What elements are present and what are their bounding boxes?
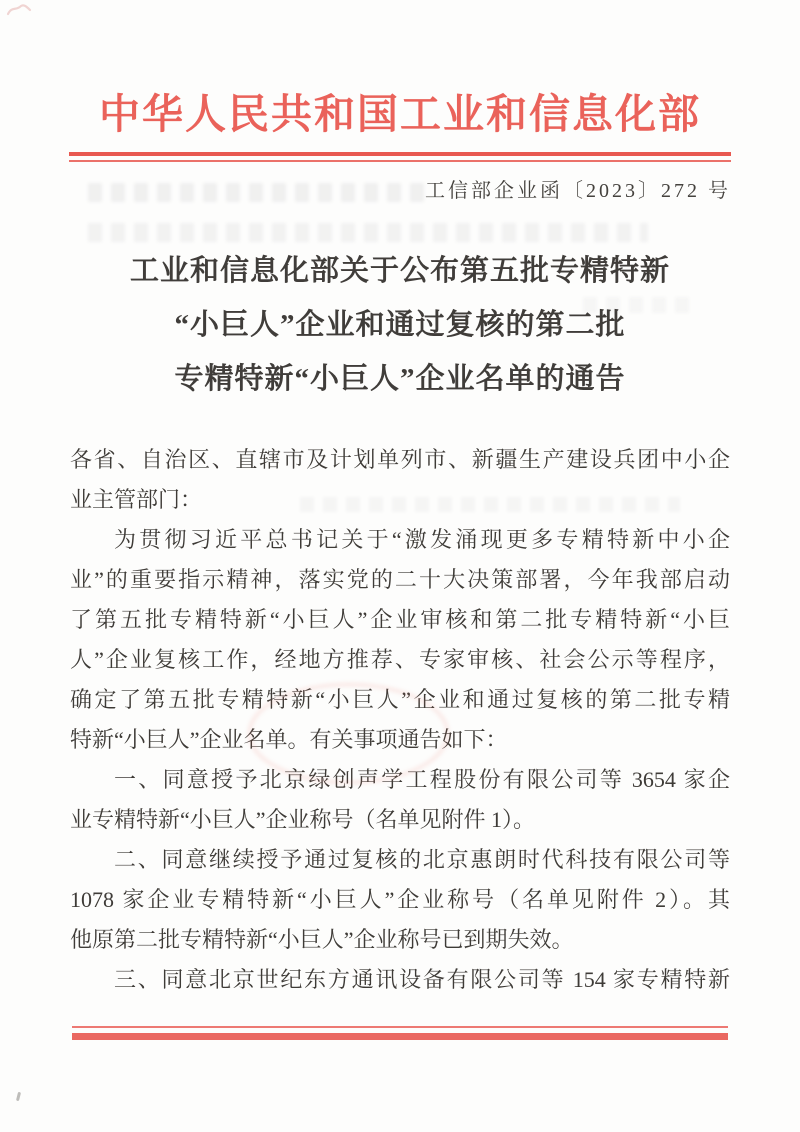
- body-line: 三、同意北京世纪东方通讯设备有限公司等 154 家专精特新: [114, 967, 730, 992]
- body-line: 二、同意继续授予通过复核的北京惠朗时代科技有限公司等: [114, 847, 730, 872]
- body-line: 他原第二批专精特新“小巨人”企业称号已到期失效。: [70, 927, 574, 952]
- notice-title-line-2: “小巨人”企业和通过复核的第二批: [174, 309, 626, 341]
- notice-title: [0, 244, 800, 406]
- pen-mark-artifact: [6, 2, 32, 20]
- body-line: 1078 家企业专精特新“小巨人”企业称号（名单见附件 2）。其: [70, 887, 730, 912]
- body-line: 特新“小巨人”企业名单。有关事项通告如下：: [70, 727, 508, 752]
- footer-divider-thin-line: [72, 1026, 728, 1028]
- body-line: 了第五批专精特新“小巨人”企业审核和第二批专精特新“小巨: [70, 607, 730, 632]
- body-line: 为贯彻习近平总书记关于“激发涌现更多专精特新中小企: [114, 527, 730, 552]
- notice-title-line-3: 专精特新“小巨人”企业名单的通告: [174, 363, 626, 395]
- body-line: 业”的重要指示精神，落实党的二十大决策部署，今年我部启动: [70, 567, 730, 592]
- body-line: 人”企业复核工作，经地方推荐、专家审核、社会公示等程序，: [70, 647, 730, 672]
- letterhead-title: 中华人民共和国工业和信息化部: [99, 91, 701, 137]
- body-line: 业主管部门：: [70, 487, 203, 512]
- header-divider: [69, 152, 731, 162]
- bleed-through-artifact: [88, 223, 648, 242]
- body-line: 一、同意授予北京绿创声学工程股份有限公司等 3654 家企: [114, 767, 730, 792]
- footer-divider-thick-line: [72, 1033, 728, 1040]
- footer-divider: [72, 1026, 728, 1040]
- body-text: [70, 440, 730, 1000]
- doc-number: 工信部企业函〔2023〕272 号: [425, 180, 731, 202]
- body-line: 确定了第五批专精特新“小巨人”企业和通过复核的第二批专精: [70, 687, 731, 712]
- header-divider-thin-line: [69, 160, 731, 162]
- speck-artifact: [16, 1092, 21, 1101]
- body-line: 各省、自治区、直辖市及计划单列市、新疆生产建设兵团中小企: [70, 447, 730, 472]
- notice-title-line-1: 工业和信息化部关于公布第五批专精特新: [129, 255, 670, 287]
- body-line: 业专精特新“小巨人”企业称号（名单见附件 1）。: [70, 807, 536, 832]
